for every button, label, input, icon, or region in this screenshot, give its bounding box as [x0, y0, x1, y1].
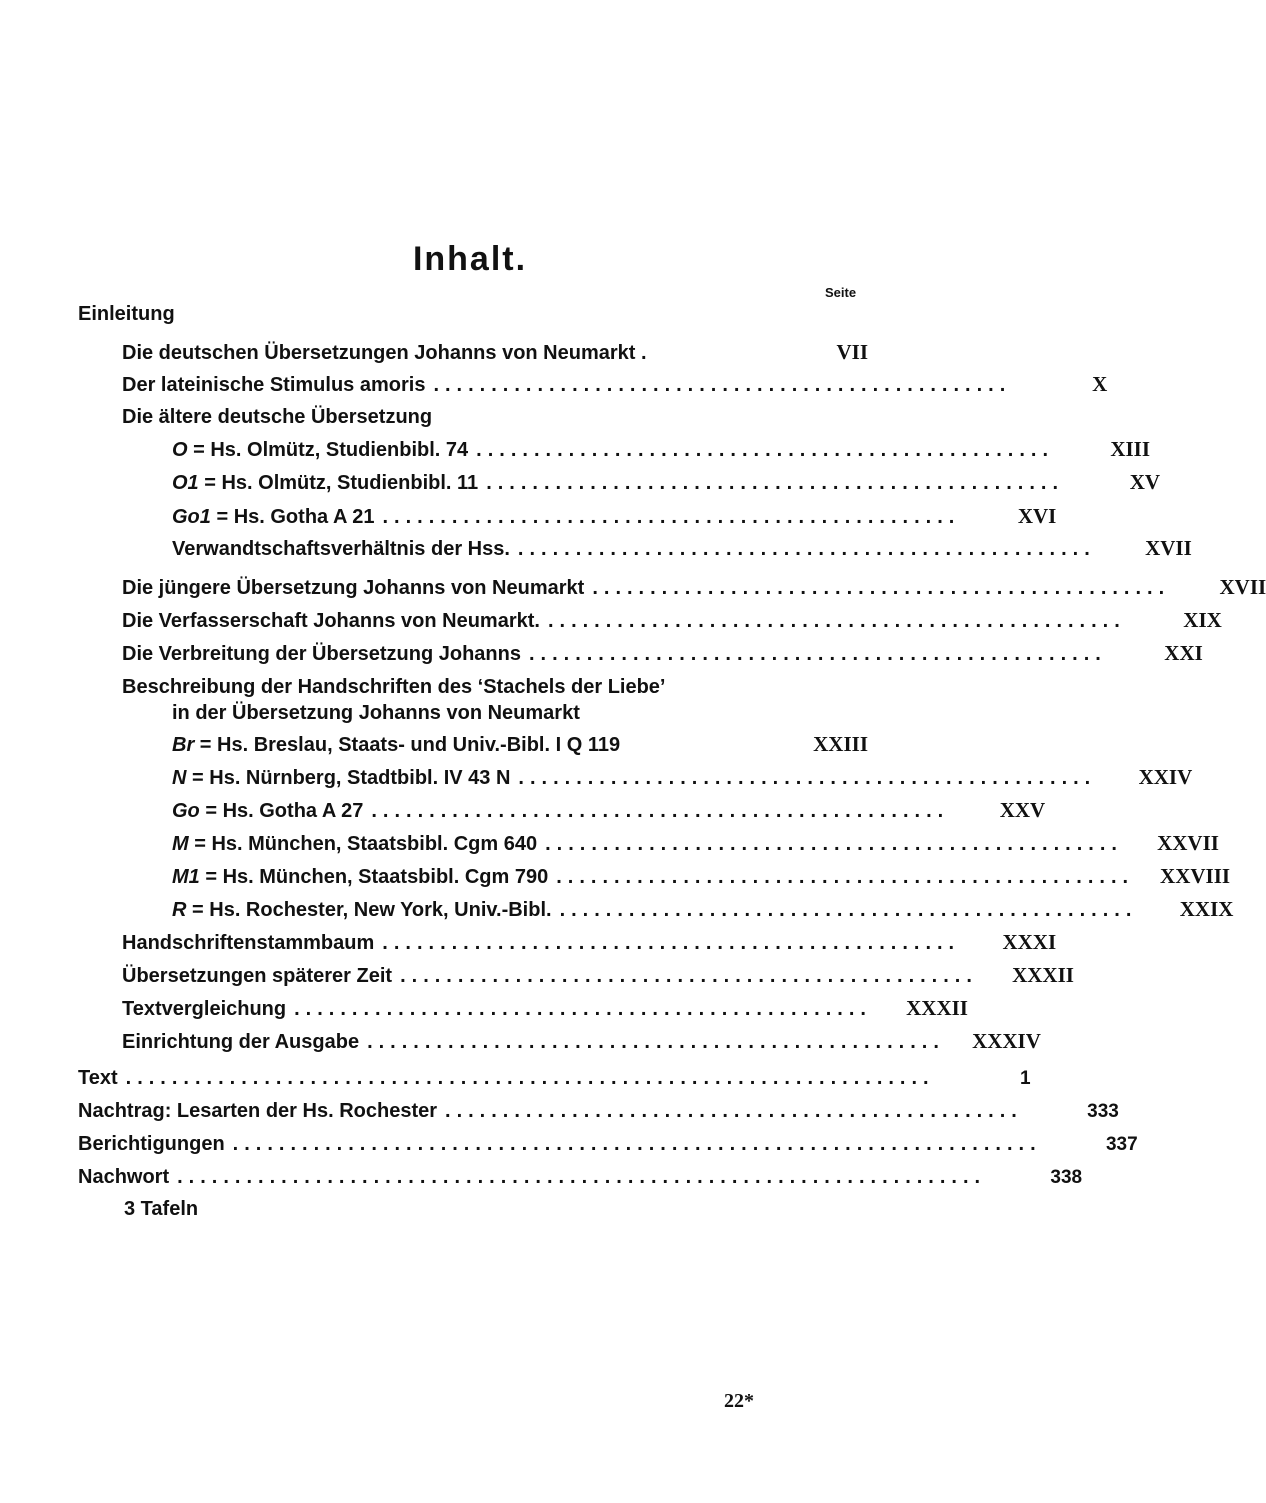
page-column-label: Seite [825, 285, 857, 300]
toc-page: XXIII [813, 732, 868, 756]
toc-page: 1 [1020, 1068, 1031, 1089]
leader-dots: ...................................................................... [177, 1166, 987, 1188]
toc-label: Nachtrag: Lesarten der Hs. Rochester [78, 1100, 438, 1122]
toc-page: XIX [1183, 608, 1222, 632]
toc-page: XVII [1219, 575, 1266, 599]
toc-label-text: = Hs. München, Staatsbibl. Cgm 640 [188, 833, 538, 855]
toc-label: Der lateinische Stimulus amoris [122, 374, 426, 396]
toc-page: 338 [1050, 1167, 1083, 1188]
toc-label [172, 799, 363, 823]
leader-dots: .................................................. [556, 866, 1135, 888]
toc-label: Text [78, 1067, 118, 1089]
toc-label [172, 471, 478, 495]
toc-label [172, 505, 374, 529]
toc-page: 337 [1105, 1134, 1138, 1155]
toc-row [172, 765, 1193, 790]
toc-page: XXIX [1179, 897, 1234, 921]
leader-dots: .................................................. [559, 899, 1138, 921]
leader-dots: ...................................................................... [125, 1067, 935, 1089]
toc-row [122, 996, 968, 1021]
toc-row [172, 864, 1231, 889]
toc-heading-einleitung: Einleitung [78, 303, 175, 325]
manuscript-sigle: Br [172, 734, 195, 756]
toc-row [78, 1066, 1031, 1091]
leader-dots: .................................................. [382, 506, 961, 528]
toc-subheading: Beschreibung der Handschriften des ‘Stachels der Liebe’ [122, 676, 666, 698]
toc-label [172, 898, 552, 922]
toc-label: Handschriftenstammbaum [122, 932, 375, 954]
toc-label: Die Verbreitung der Übersetzung Johanns [122, 643, 521, 665]
toc-row [122, 641, 1203, 666]
toc-label: Einrichtung der Ausgabe [122, 1031, 360, 1053]
toc-label: Nachwort [78, 1166, 170, 1188]
toc-label-text: = Hs. Gotha A 21 [210, 506, 375, 528]
toc-page: XXXII [906, 996, 968, 1020]
toc-row [172, 437, 1151, 462]
toc-page: VII [836, 340, 868, 364]
leader-dots: .................................................. [528, 643, 1107, 665]
toc-label: Berichtigungen [78, 1133, 225, 1155]
toc-row [172, 504, 1057, 529]
toc-label-text: = Hs. Olmütz, Studienbibl. 11 [198, 472, 479, 494]
toc-label [172, 865, 548, 889]
toc-row [78, 1165, 1083, 1190]
toc-label [172, 832, 537, 856]
manuscript-sigle: R [172, 899, 187, 921]
toc-subheading: Die ältere deutsche Übersetzung [122, 406, 433, 428]
leader-dots: ...................................................................... [232, 1133, 1042, 1155]
signature-mark: 22* [724, 1390, 754, 1412]
toc-page: XXI [1164, 641, 1203, 665]
toc-label-text: = Hs. Rochester, New York, Univ.-Bibl. [186, 899, 552, 921]
manuscript-sigle: M [172, 833, 189, 855]
toc-row [122, 372, 1108, 397]
toc-label-text: = Hs. Breslau, Staats- und Univ.-Bibl. I Q 119 [194, 734, 621, 756]
leader-dots: .................................................. [382, 932, 961, 954]
toc-row [172, 470, 1161, 495]
toc-row [172, 798, 1046, 823]
plates-note: 3 Tafeln [124, 1198, 199, 1220]
leader-dots: .................................................. [545, 833, 1123, 855]
toc-label-text: = Hs. Olmütz, Studienbibl. 74 [187, 439, 469, 461]
manuscript-sigle: N [172, 767, 187, 789]
toc-page: X [1092, 372, 1108, 396]
manuscript-sigle: Go [172, 800, 200, 822]
toc-row [122, 1029, 1041, 1054]
toc-page: XXXII [1012, 963, 1074, 987]
toc-label-text: = Hs. München, Staatsbibl. Cgm 790 [199, 866, 549, 888]
toc-subheading-continued: in der Übersetzung Johanns von Neumarkt [172, 702, 580, 724]
toc-row [172, 536, 1192, 561]
leader-dots: .................................................. [592, 577, 1171, 599]
toc-label: Übersetzungen späterer Zeit [122, 965, 393, 987]
leader-dots: .................................................. [400, 965, 978, 987]
toc-label-text: = Hs. Nürnberg, Stadtbibl. IV 43 N [186, 767, 511, 789]
toc-page: XXXIV [972, 1029, 1041, 1053]
toc-page: XVI [1017, 504, 1057, 528]
leader-dots: .................................................. [518, 767, 1097, 789]
toc-page: XVII [1145, 536, 1192, 560]
leader-dots: .................................................. [433, 374, 1012, 396]
manuscript-sigle: O [172, 439, 188, 461]
toc-label [172, 733, 620, 757]
toc-label-text: = Hs. Gotha A 27 [199, 800, 364, 822]
leader-dots: .................................................. [294, 998, 872, 1020]
toc-label: Textvergleichung [122, 998, 287, 1020]
leader-dots: .................................................. [547, 610, 1126, 632]
toc-label: Verwandtschaftsverhältnis der Hss. [172, 538, 510, 560]
page-title: Inhalt. [412, 240, 528, 278]
manuscript-sigle: M1 [172, 866, 200, 888]
toc-label: Die Verfasserschaft Johanns von Neumarkt. [122, 610, 540, 632]
manuscript-sigle: Go1 [172, 506, 211, 528]
toc-page: XIII [1110, 437, 1151, 461]
toc-page: XXXI [1002, 930, 1057, 954]
leader-dots: .................................................. [367, 1031, 945, 1053]
toc-label: Die deutschen Übersetzungen Johanns von Neumarkt . [122, 342, 647, 364]
toc-row [122, 340, 868, 365]
toc-row [78, 1132, 1138, 1157]
toc-row [122, 608, 1222, 633]
leader-dots: .................................................. [476, 439, 1055, 461]
toc-row [172, 831, 1219, 856]
toc-page: XXIV [1138, 765, 1193, 789]
leader-dots: .................................................. [445, 1100, 1023, 1122]
toc-row [172, 897, 1234, 922]
leader-dots: .................................................. [486, 472, 1065, 494]
toc-label: Die jüngere Übersetzung Johanns von Neumarkt [122, 577, 585, 599]
toc-page: 333 [1087, 1101, 1119, 1122]
toc-row [78, 1099, 1119, 1124]
toc-label [172, 438, 468, 462]
toc-row [122, 963, 1074, 988]
toc-row [172, 732, 868, 757]
toc-page: XXVIII [1160, 864, 1231, 888]
manuscript-sigle: O1 [172, 472, 199, 494]
toc-row [122, 930, 1057, 955]
toc-page: XXV [999, 798, 1046, 822]
toc-page: XV [1129, 470, 1161, 494]
leader-dots: .................................................. [517, 538, 1096, 560]
toc-row [122, 575, 1266, 600]
leader-dots: .................................................. [371, 800, 950, 822]
toc-label [172, 766, 510, 790]
toc-page: XXVII [1157, 831, 1219, 855]
